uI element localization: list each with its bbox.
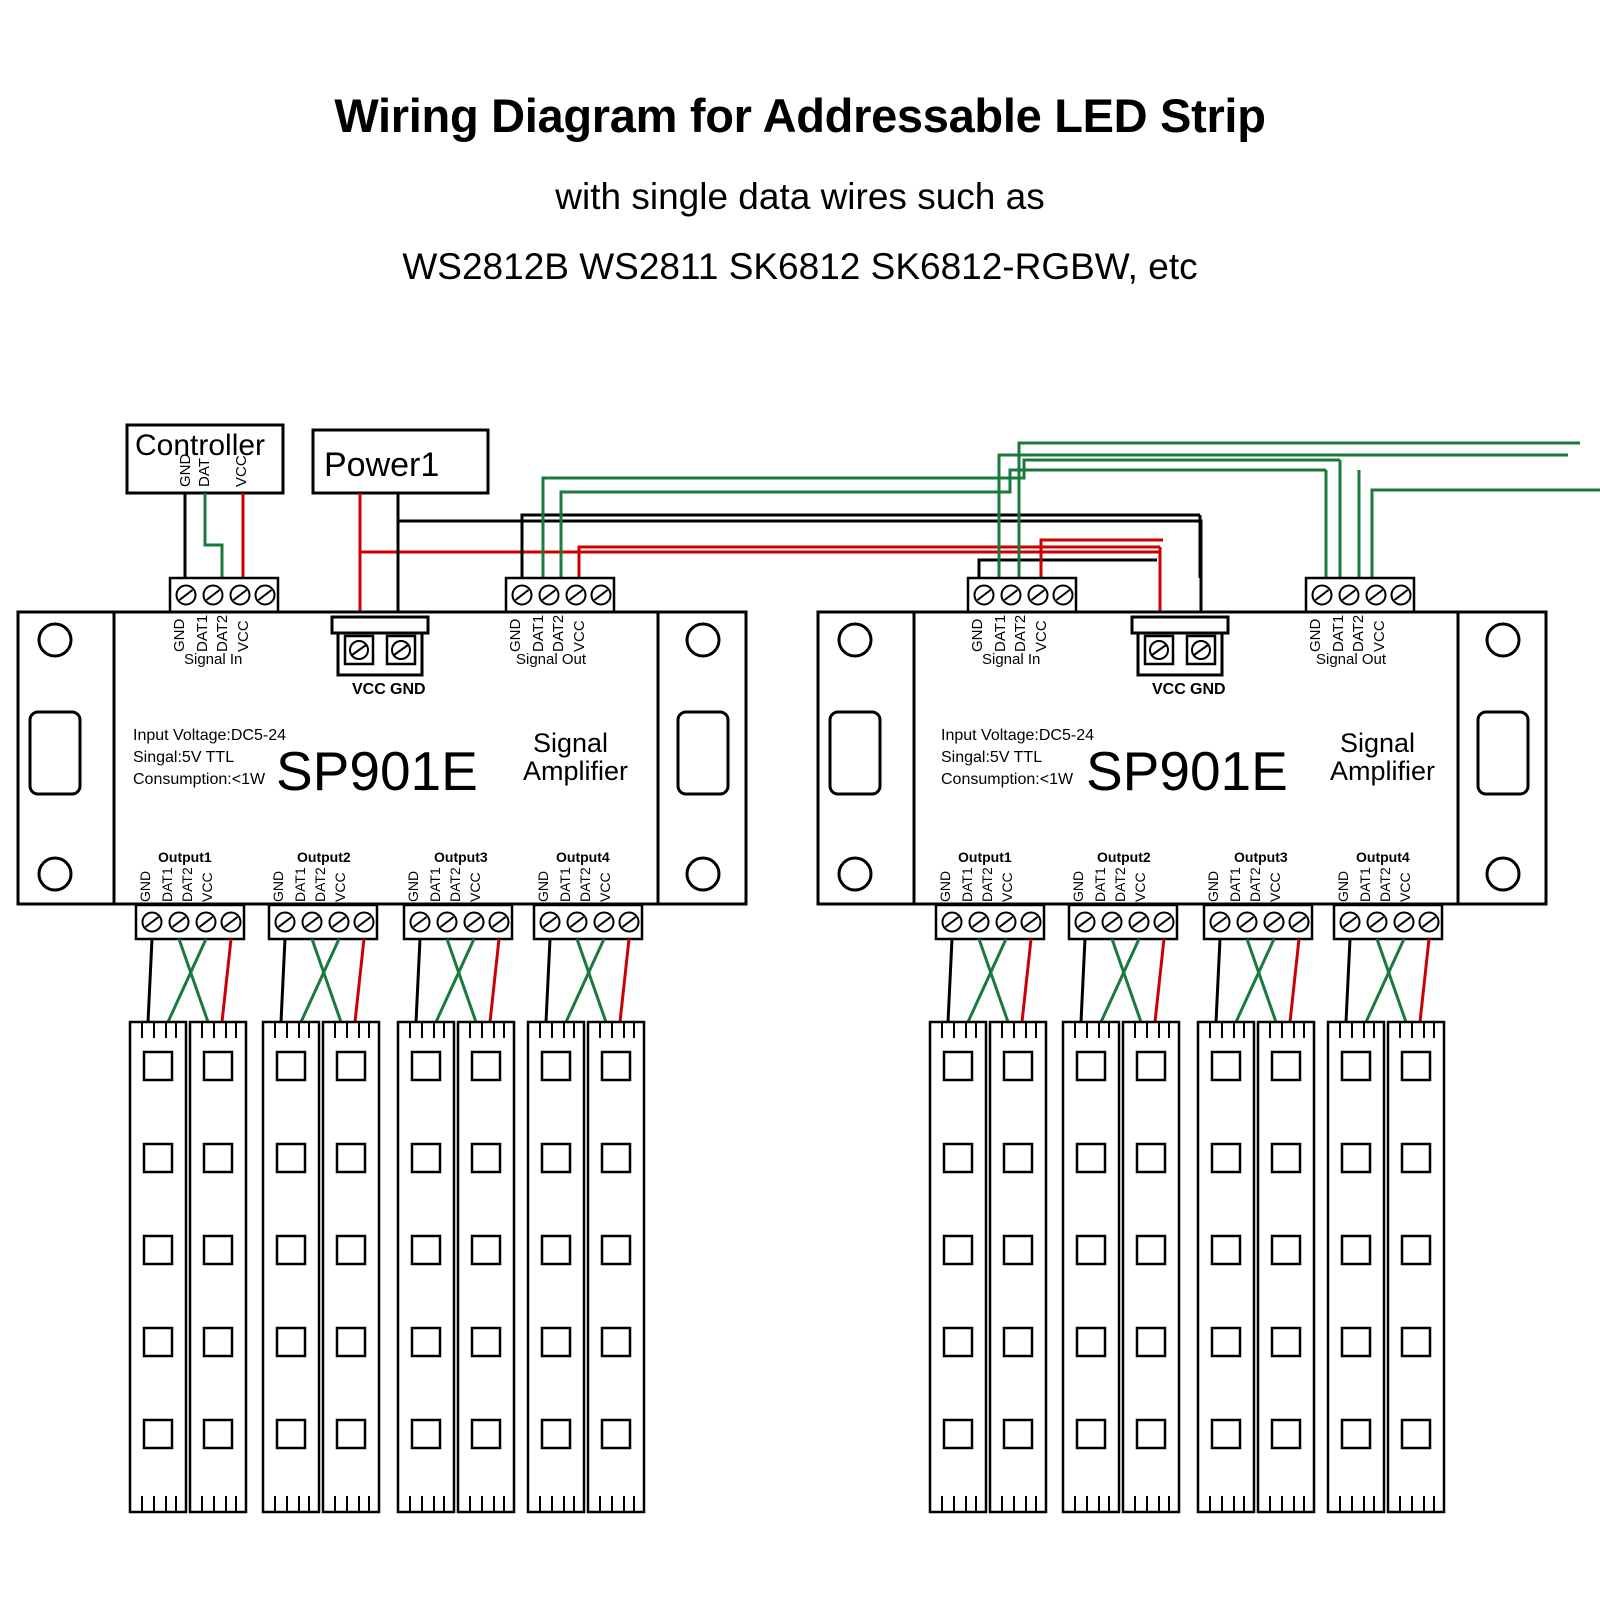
amp2-out-pin-dat2: DAT2 <box>1350 614 1367 652</box>
amp1-spec-2: Singal:5V TTL <box>133 749 235 766</box>
amp1-output4-terminal[interactable] <box>534 905 642 939</box>
led-strip <box>130 1022 186 1512</box>
led-strip <box>930 1022 986 1512</box>
led-strip <box>588 1022 644 1512</box>
amp1-output2-label: Output2 <box>297 849 351 865</box>
amp1-signal-in-label: Signal In <box>184 651 243 668</box>
led-strip <box>1123 1022 1179 1512</box>
svg-text:GND: GND <box>937 870 953 902</box>
amp1-output4-label: Output4 <box>556 849 610 865</box>
amp2-signal-in-terminal[interactable] <box>968 578 1076 612</box>
amp2-out-pin-dat1: DAT1 <box>1330 614 1347 652</box>
svg-text:DAT1: DAT1 <box>427 867 443 902</box>
led-strip <box>323 1022 379 1512</box>
amp2-output1-wiring <box>948 939 1031 1022</box>
amp1-out-pin-dat1: DAT1 <box>530 614 547 652</box>
amp1-function-2: Amplifier <box>523 756 629 786</box>
led-strip <box>1328 1022 1384 1512</box>
amp2-output1-terminal[interactable] <box>936 905 1044 939</box>
svg-text:DAT1: DAT1 <box>1227 867 1243 902</box>
amp1-in-pin-dat2: DAT2 <box>214 614 231 652</box>
amp1-output4-wiring <box>546 939 629 1022</box>
amp1-output2-wiring <box>281 939 364 1022</box>
svg-text:DAT2: DAT2 <box>312 867 328 902</box>
amplifier-2 <box>818 578 1546 939</box>
amp1-out-pin-gnd: GND <box>507 618 524 652</box>
power-supply-box <box>313 430 488 493</box>
svg-text:VCC: VCC <box>1397 872 1413 902</box>
amp2-model: SP901E <box>1086 740 1288 802</box>
svg-text:DAT1: DAT1 <box>557 867 573 902</box>
svg-text:VCC: VCC <box>332 872 348 902</box>
amp2-in-pin-vcc: VCC <box>1033 620 1050 652</box>
amp1-output1-wiring <box>148 939 231 1022</box>
svg-text:DAT2: DAT2 <box>1112 867 1128 902</box>
led-strip <box>190 1022 246 1512</box>
led-strip <box>1198 1022 1254 1512</box>
controller-wires <box>185 493 243 578</box>
amp2-signal-in-label: Signal In <box>982 651 1041 668</box>
svg-text:GND: GND <box>405 870 421 902</box>
amplifier-1 <box>18 578 746 939</box>
svg-text:DAT1: DAT1 <box>1092 867 1108 902</box>
led-strip <box>1258 1022 1314 1512</box>
svg-text:GND: GND <box>1335 870 1351 902</box>
power-label: Power1 <box>324 446 440 484</box>
amp2-signal-out-label: Signal Out <box>1316 651 1387 668</box>
amp2-output2-terminal[interactable] <box>1069 905 1177 939</box>
amp1-output1-terminal[interactable] <box>136 905 244 939</box>
svg-text:GND: GND <box>1205 870 1221 902</box>
amp1-power-vcc-label: VCC <box>352 681 386 698</box>
amp2-spec-3: Consumption:<1W <box>941 771 1074 788</box>
svg-text:DAT1: DAT1 <box>959 867 975 902</box>
amp2-output3-wiring <box>1216 939 1299 1022</box>
amp2-spec-1: Input Voltage:DC5-24 <box>941 727 1094 744</box>
amp1-output3-wiring <box>416 939 499 1022</box>
amp1-in-pin-dat1: DAT1 <box>194 614 211 652</box>
amp1-power-gnd-label: GND <box>390 681 426 698</box>
led-strip <box>528 1022 584 1512</box>
amp1-output3-label: Output3 <box>434 849 488 865</box>
amp1-spec-3: Consumption:<1W <box>133 771 266 788</box>
amp2-output4-label: Output4 <box>1356 849 1410 865</box>
controller-pin-gnd: GND <box>177 453 194 487</box>
amp1-spec-1: Input Voltage:DC5-24 <box>133 727 286 744</box>
svg-text:VCC: VCC <box>467 872 483 902</box>
svg-text:VCC: VCC <box>597 872 613 902</box>
amp1-signal-out-terminal[interactable] <box>506 578 614 612</box>
amp1-out-pin-dat2: DAT2 <box>550 614 567 652</box>
amp1-function-1: Signal <box>533 728 609 758</box>
amp2-function-1: Signal <box>1340 728 1416 758</box>
controller-label: Controller <box>135 429 266 462</box>
svg-text:GND: GND <box>1070 870 1086 902</box>
amp2-function-2: Amplifier <box>1330 756 1436 786</box>
amp2-power-gnd-label: GND <box>1190 681 1226 698</box>
amp1-in-pin-gnd: GND <box>171 618 188 652</box>
svg-text:VCC: VCC <box>1267 872 1283 902</box>
amp2-in-pin-dat1: DAT1 <box>992 614 1009 652</box>
amp2-output2-wiring <box>1081 939 1164 1022</box>
amp1-output2-terminal[interactable] <box>269 905 377 939</box>
svg-text:GND: GND <box>270 870 286 902</box>
svg-text:DAT2: DAT2 <box>577 867 593 902</box>
svg-text:VCC: VCC <box>999 872 1015 902</box>
svg-text:DAT2: DAT2 <box>179 867 195 902</box>
led-strip <box>398 1022 454 1512</box>
controller-pin-dat: DAT <box>196 458 213 487</box>
amp2-signal-out-terminal[interactable] <box>1306 578 1414 612</box>
led-strip <box>263 1022 319 1512</box>
amp2-out-pin-gnd: GND <box>1307 618 1324 652</box>
amp2-in-pin-gnd: GND <box>969 618 986 652</box>
amp1-in-pin-vcc: VCC <box>235 620 252 652</box>
led-strip <box>990 1022 1046 1512</box>
controller-pin-vcc: VCC <box>233 455 250 487</box>
amp1-model: SP901E <box>276 740 478 802</box>
amp2-output2-label: Output2 <box>1097 849 1151 865</box>
amp2-output4-wiring <box>1346 939 1429 1022</box>
page-subtitle-1: with single data wires such as <box>555 176 1045 217</box>
svg-text:DAT2: DAT2 <box>1247 867 1263 902</box>
led-strip <box>1063 1022 1119 1512</box>
svg-text:GND: GND <box>137 870 153 902</box>
amp2-power-vcc-label: VCC <box>1152 681 1186 698</box>
amp1-output1-label: Output1 <box>158 849 212 865</box>
page-title: Wiring Diagram for Addressable LED Strip <box>334 89 1266 142</box>
svg-text:DAT2: DAT2 <box>1377 867 1393 902</box>
svg-text:VCC: VCC <box>199 872 215 902</box>
amp2-out-pin-vcc: VCC <box>1371 620 1388 652</box>
svg-text:GND: GND <box>535 870 551 902</box>
amp2-output3-label: Output3 <box>1234 849 1288 865</box>
svg-text:DAT1: DAT1 <box>159 867 175 902</box>
amp2-spec-2: Singal:5V TTL <box>941 749 1043 766</box>
amp1-out-pin-vcc: VCC <box>571 620 588 652</box>
amp2-output1-label: Output1 <box>958 849 1012 865</box>
amp2-output4-terminal[interactable] <box>1334 905 1442 939</box>
svg-text:VCC: VCC <box>1132 872 1148 902</box>
signal-bus-wires <box>522 443 1600 578</box>
controller-box <box>127 425 283 493</box>
amp2-output3-terminal[interactable] <box>1204 905 1312 939</box>
amp2-in-pin-dat2: DAT2 <box>1012 614 1029 652</box>
amp1-output3-terminal[interactable] <box>404 905 512 939</box>
svg-text:DAT1: DAT1 <box>1357 867 1373 902</box>
led-strip <box>1388 1022 1444 1512</box>
svg-text:DAT2: DAT2 <box>447 867 463 902</box>
led-strip <box>458 1022 514 1512</box>
svg-text:DAT1: DAT1 <box>292 867 308 902</box>
amp1-signal-out-label: Signal Out <box>516 651 587 668</box>
amp1-signal-in-terminal[interactable] <box>170 578 278 612</box>
svg-text:DAT2: DAT2 <box>979 867 995 902</box>
page-subtitle-2: WS2812B WS2811 SK6812 SK6812-RGBW, etc <box>402 246 1198 287</box>
